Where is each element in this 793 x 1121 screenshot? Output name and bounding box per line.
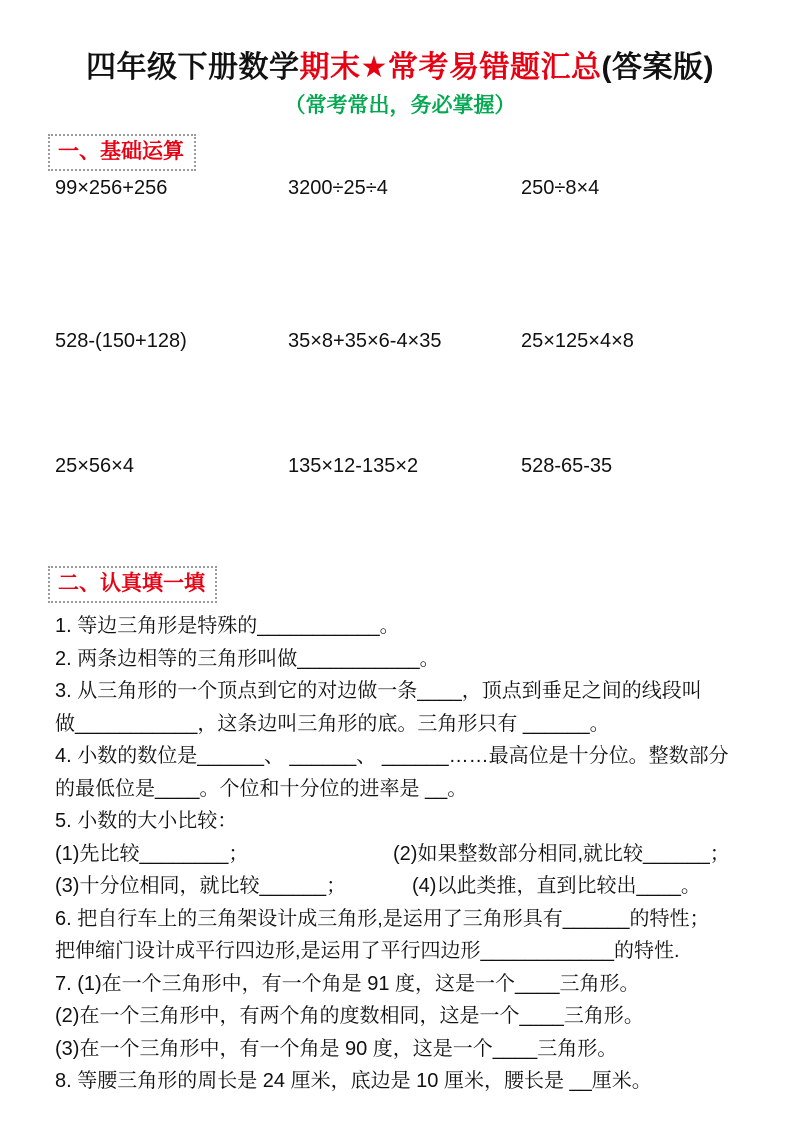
question-5-part-3: (3)十分位相同，就比较______； [55, 875, 347, 897]
problem-row-1 [55, 175, 745, 201]
question-5-row-1 [55, 838, 745, 871]
problem-row-3 [55, 453, 745, 479]
question-7-part-3: (3)在一个三角形中，有一个角是 90 度，这是一个____三角形。 [55, 1037, 618, 1060]
section-heading-basic-ops: 一、基础运算 [48, 134, 196, 171]
question-6-line-2: 把伸缩门设计成平行四边形,是运用了平行四边形____________的特性. [55, 940, 680, 962]
math-problem: 99×256+256 [55, 177, 168, 199]
question-5-intro: 5. 小数的大小比较： [55, 810, 238, 832]
question-6-line-1: 6. 把自行车上的三角架设计成三角形,是运用了三角形具有______的特性； [55, 907, 710, 930]
question-3-line-1: 3. 从三角形的一个顶点到它的对边做一条____，顶点到垂足之间的线段叫 [55, 680, 702, 702]
question-5-part-1: (1)先比较________； [55, 842, 249, 865]
question-7-part-1: 7. (1)在一个三角形中，有一个角是 91 度，这是一个____三角形。 [55, 972, 640, 995]
title-part-highlight: 期末★常考易错题汇总 [299, 51, 602, 84]
math-problem: 35×8+35×6-4×35 [288, 330, 442, 352]
math-problem: 25×125×4×8 [521, 330, 634, 352]
question-4-line-1: 4. 小数的数位是______、 ______、 ______……最高位是十分位。整数部分 [55, 745, 729, 767]
question-3-line-2: 做___________，这条边叫三角形的底。三角形只有 ______。 [55, 712, 610, 735]
question-7-part-2: (2)在一个三角形中，有两个角的度数相同，这是一个____三角形。 [55, 1005, 644, 1027]
question-5-part-2: (2)如果整数部分相同,就比较______； [393, 842, 730, 865]
title-part-left: 四年级下册数学 [86, 51, 300, 84]
problem-row-2 [55, 328, 745, 354]
math-problem: 250÷8×4 [521, 177, 600, 199]
title-part-right: (答案版) [601, 51, 714, 84]
question-1: 1. 等边三角形是特殊的___________。 [55, 615, 400, 637]
page-title [55, 46, 745, 90]
math-problem: 528-65-35 [521, 455, 613, 477]
section-heading-fill-in: 二、认真填一填 [48, 566, 217, 603]
math-problem: 135×12-135×2 [288, 455, 419, 477]
section-basic-ops [55, 120, 745, 479]
question-8: 8. 等腰三角形的周长是 24 厘米，底边是 10 厘米，腰长是 __厘米。 [55, 1070, 652, 1092]
spacer [55, 479, 745, 566]
section-fill-in-blanks [55, 566, 745, 1098]
math-problem: 25×56×4 [55, 455, 134, 477]
question-2: 2. 两条边相等的三角形叫做___________。 [55, 647, 440, 670]
math-problem: 528-(150+128) [55, 330, 187, 352]
question-4-line-2: 的最低位是____。个位和十分位的进率是 __。 [55, 777, 468, 800]
page-subtitle: （常考常出，务必掌握） [284, 94, 516, 117]
question-5-row-2 [55, 870, 745, 903]
question-5-part-4: (4)以此类推，直到比较出____。 [412, 875, 701, 897]
math-problem: 3200÷25÷4 [288, 177, 388, 199]
fill-in-questions [55, 610, 745, 1098]
